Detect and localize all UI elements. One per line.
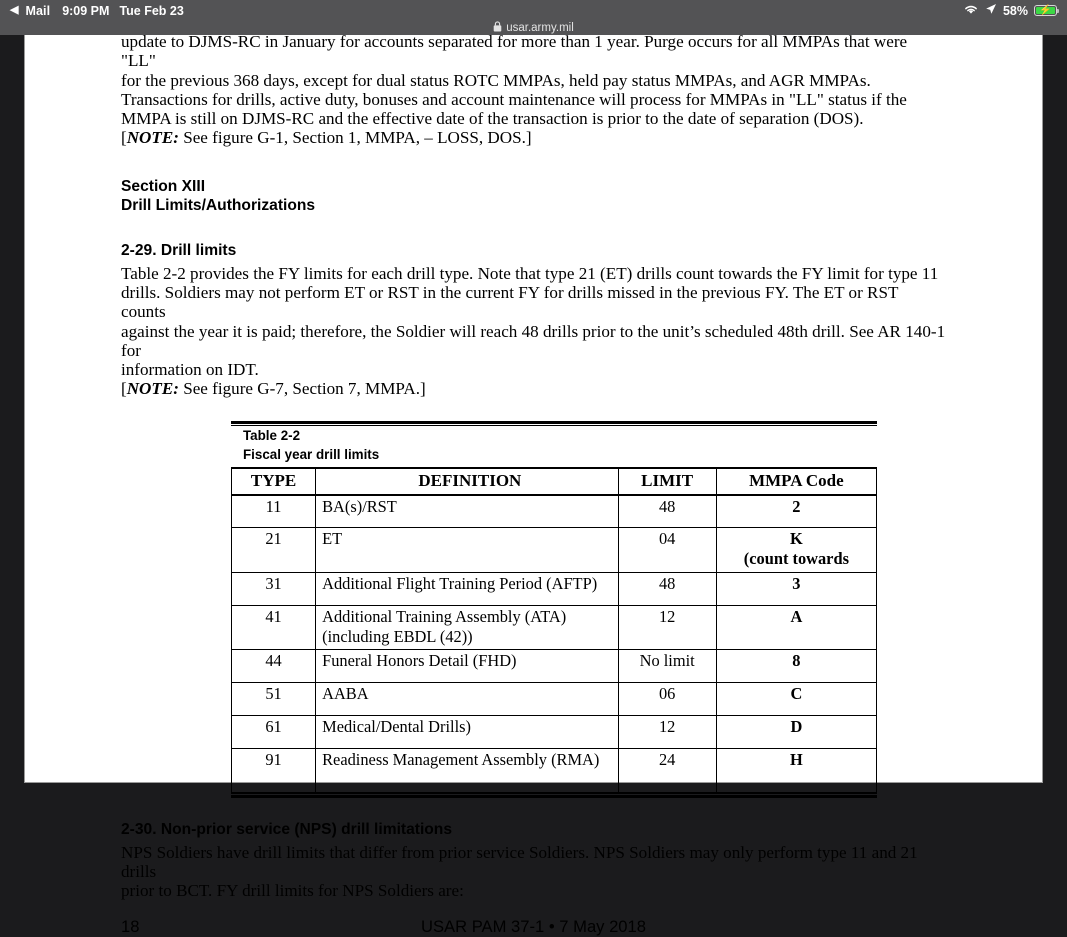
note-text: See figure G-1, Section 1, MMPA, – LOSS, DOS.] [178, 128, 532, 148]
column-header-mmpa-code: MMPA Code [716, 468, 876, 495]
cell-type: 41 [232, 606, 316, 650]
cell-definition: Funeral Honors Detail (FHD) [316, 650, 618, 683]
status-bar-time: 9:09 PM [62, 3, 110, 18]
note-bracket: [ [121, 379, 127, 399]
cell-limit: 04 [618, 528, 716, 573]
cell-type: 61 [232, 716, 316, 749]
cell-mmpa-code: D [716, 716, 876, 749]
back-to-app-label[interactable]: Mail [25, 3, 51, 18]
note-bracket: [ [121, 128, 127, 148]
pdf-page [24, 32, 1043, 937]
document-viewport[interactable] [0, 32, 1067, 937]
table-header-row [232, 468, 877, 495]
cell-definition-line2: (including EBDL (42)) [322, 627, 473, 647]
battery-charging-icon: ⚡ [1034, 5, 1057, 17]
table-row [232, 528, 877, 573]
cell-definition: Additional Flight Training Period (AFTP) [316, 573, 618, 606]
cell-mmpa-code-line2: (count towards [743, 549, 849, 569]
table-row [232, 650, 877, 683]
back-to-app-arrow-icon[interactable]: ◀ [10, 4, 19, 16]
cell-limit: 48 [618, 573, 716, 606]
paragraph-line: information on IDT. [121, 360, 259, 380]
location-arrow-icon [985, 3, 997, 18]
column-header-type: TYPE [232, 468, 316, 495]
battery-percent-label: 58% [1002, 3, 1028, 18]
status-bar-left [10, 4, 184, 18]
cell-limit: 12 [618, 716, 716, 749]
section-title-heading: Drill Limits/Authorizations [121, 197, 316, 215]
paragraph-line: prior to BCT. FY drill limits for NPS Soldiers are: [121, 881, 464, 901]
cell-definition: Medical/Dental Drills) [316, 716, 618, 749]
cell-mmpa-code: A [716, 606, 876, 650]
table-row [232, 716, 877, 749]
paragraph-line: MMPA is still on DJMS-RC and the effective date of the transaction is prior to the date of separation (DOS). [121, 109, 864, 129]
table-caption-number: Table 2-2 [243, 427, 301, 443]
paragraph-line: Table 2-2 provides the FY limits for each drill type. Note that type 21 (ET) drills count towards the FY limit for type 11 [121, 263, 939, 283]
cell-mmpa-code: C [716, 683, 876, 716]
note-text: See figure G-7, Section 7, MMPA.] [178, 379, 426, 399]
paragraph-line: against the year it is paid; therefore, the Soldier will reach 48 drills prior to the unit’s scheduled 48th drill. See AR 140-1 for [121, 321, 946, 360]
cell-mmpa-code: 8 [716, 650, 876, 683]
cell-limit: 12 [618, 606, 716, 650]
subsection-2-30-body [121, 843, 946, 901]
cell-type: 51 [232, 683, 316, 716]
wifi-icon [963, 3, 979, 18]
note-line [121, 379, 946, 398]
cell-definition: AABA [316, 683, 618, 716]
cell-limit: 48 [618, 495, 716, 528]
cell-definition-line1: Additional Training Assembly (ATA) [322, 607, 567, 627]
paragraph-line: NPS Soldiers have drill limits that differ from prior service Soldiers. NPS Soldiers may only perform type 11 and 21 drills [121, 842, 918, 881]
note-line [121, 128, 946, 147]
page-number: 18 [121, 917, 140, 937]
paragraph-continued [121, 32, 946, 148]
ios-status-bar [0, 0, 1067, 21]
table-2-2-block [231, 421, 877, 799]
subsection-2-29-heading: 2-29. Drill limits [121, 242, 237, 260]
cell-definition: BA(s)/RST [316, 495, 618, 528]
cell-limit: No limit [618, 650, 716, 683]
cell-mmpa-code: 3 [716, 573, 876, 606]
column-header-limit: LIMIT [618, 468, 716, 495]
status-bar-right [963, 3, 1057, 18]
cell-mmpa-code: 2 [716, 495, 876, 528]
cell-definition [316, 606, 618, 650]
cell-type: 11 [232, 495, 316, 528]
document-reference: USAR PAM 37-1 • 7 May 2018 [420, 917, 646, 937]
cell-mmpa-code: H [716, 749, 876, 793]
subsection-2-30-heading: 2-30. Non-prior service (NPS) drill limitations [121, 821, 453, 839]
note-label: NOTE: [126, 128, 179, 148]
table-row [232, 683, 877, 716]
cell-mmpa-code-line1: K [789, 529, 803, 549]
column-header-definition: DEFINITION [316, 468, 618, 495]
table-row [232, 495, 877, 528]
subsection-2-29-body [121, 264, 946, 399]
cell-mmpa-code [716, 528, 876, 573]
cell-limit: 24 [618, 749, 716, 793]
cell-type: 91 [232, 749, 316, 793]
fiscal-year-drill-limits-table [231, 467, 877, 794]
page-footer [121, 917, 946, 937]
status-bar-date: Tue Feb 23 [119, 3, 184, 18]
cell-type: 21 [232, 528, 316, 573]
table-bottom-rule [231, 793, 877, 798]
cell-type: 31 [232, 573, 316, 606]
table-row [232, 573, 877, 606]
url-text: usar.army.mil [506, 22, 574, 34]
table-row [232, 749, 877, 793]
cell-type: 44 [232, 650, 316, 683]
cell-definition: ET [316, 528, 618, 573]
note-label: NOTE: [126, 379, 179, 399]
cell-limit: 06 [618, 683, 716, 716]
section-number-heading: Section XIII [121, 177, 206, 195]
paragraph-line: Transactions for drills, active duty, bonuses and account maintenance will process for MMPAs in "LL" status if the [121, 89, 907, 109]
cell-definition: Readiness Management Assembly (RMA) [316, 749, 618, 793]
table-caption-title: Fiscal year drill limits [243, 447, 380, 463]
paragraph-line: drills. Soldiers may not perform ET or RST in the current FY for drills missed in the previous FY. The ET or RST counts [121, 282, 899, 322]
table-row [232, 606, 877, 650]
paragraph-line: for the previous 368 days, except for dual status ROTC MMPAs, held pay status MMPAs, and AGR MMPAs. [121, 70, 871, 90]
paragraph-line: update to DJMS-RC in January for accounts separated for more than 1 year. Purge occurs for all MMPAs that were "LL" [121, 32, 908, 71]
